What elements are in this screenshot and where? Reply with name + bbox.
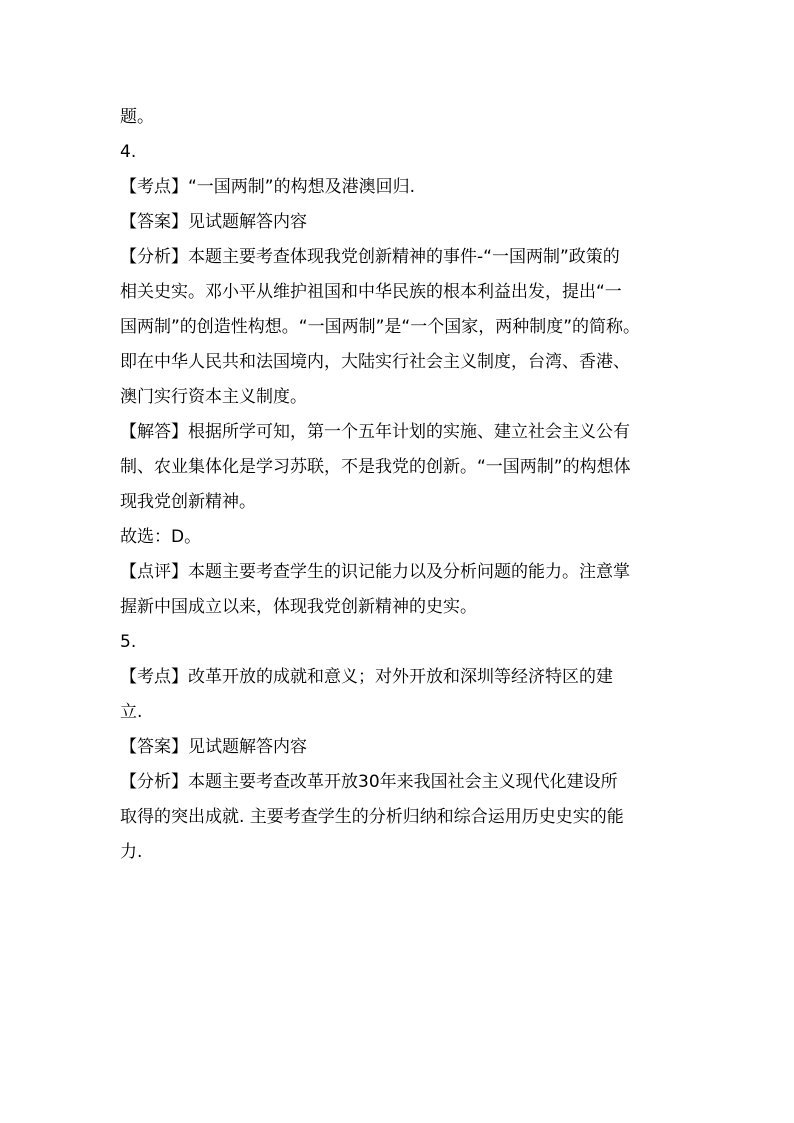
analysis-text: 【分析】本题主要考查体现我党创新精神的事件-“一国两制”政策的 — [120, 247, 620, 267]
question-number: 4. — [120, 142, 137, 162]
analysis-text: 【分析】本题主要考查改革开放30年来我国社会主义现代化建设所 — [120, 772, 618, 792]
comment-text: 握新中国成立以来，体现我党创新精神的史实。 — [120, 597, 477, 617]
answer-label: 【答案】见试题解答内容 — [120, 737, 307, 757]
knowledge-point: 【考点】“一国两制”的构想及港澳回归. — [120, 177, 416, 197]
analysis-text: 国两制”的创造性构想。“一国两制”是“一个国家，两种制度”的简称。 — [120, 317, 641, 337]
answer-label: 【答案】见试题解答内容 — [120, 212, 307, 232]
analysis-text: 取得的突出成就. 主要考查学生的分析归纳和综合运用历史史实的能 — [120, 807, 624, 827]
knowledge-point: 【考点】改革开放的成就和意义；对外开放和深圳等经济特区的建 — [120, 667, 613, 687]
analysis-text: 即在中华人民共和法国境内，大陆实行社会主义制度，台湾、香港、 — [120, 352, 630, 372]
solution-text: 【解答】根据所学可知，第一个五年计划的实施、建立社会主义公有 — [120, 422, 630, 442]
analysis-text: 相关史实。邓小平从维护祖国和中华民族的根本利益出发，提出“一 — [120, 282, 622, 302]
answer-text-block — [120, 100, 690, 870]
analysis-text: 澳门实行资本主义制度。 — [120, 387, 307, 407]
solution-text: 现我党创新精神。 — [120, 492, 256, 512]
text-line: 题。 — [120, 107, 154, 127]
analysis-text: 力. — [120, 842, 143, 862]
knowledge-point: 立. — [120, 702, 143, 722]
question-number: 5. — [120, 632, 137, 652]
solution-text: 制、农业集体化是学习苏联，不是我党的创新。“一国两制”的构想体 — [120, 457, 631, 477]
choice-answer: 故选：D。 — [120, 527, 202, 547]
comment-text: 【点评】本题主要考查学生的识记能力以及分析问题的能力。注意掌 — [120, 562, 630, 582]
